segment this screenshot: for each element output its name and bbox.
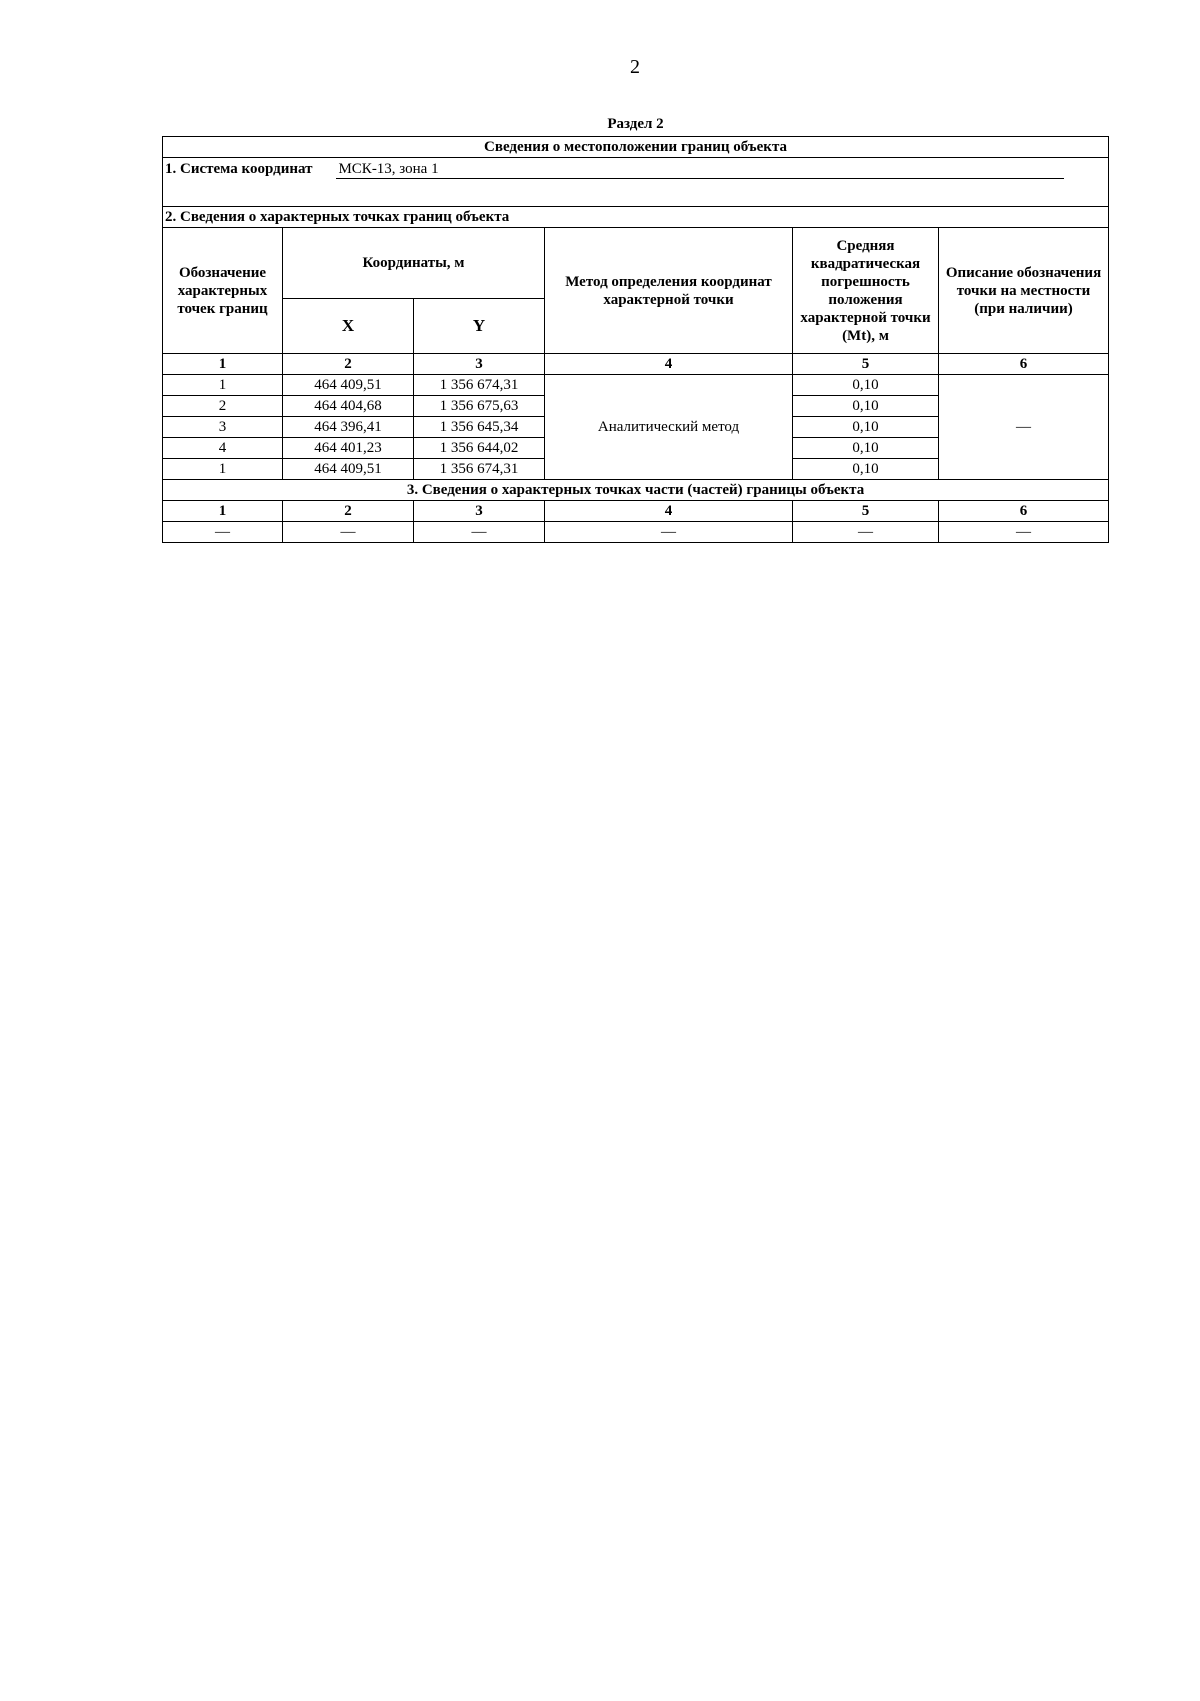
empty-cell: — [414,522,545,543]
coord-system-value: МСК-13, зона 1 [336,160,1064,179]
header-y: Y [414,299,545,354]
header-error: Средняя квадратическая погрешность положения характерной точки (Mt), м [793,228,939,354]
x-cell: 464 401,23 [283,438,414,459]
description-cell: — [939,375,1109,480]
empty-cell: — [939,522,1109,543]
header-point-designation: Обозначение характерных точек границ [163,228,283,354]
mt-cell: 0,10 [793,375,939,396]
x-cell: 464 404,68 [283,396,414,417]
section-title: Раздел 2 [607,116,664,132]
column-number: 6 [939,354,1109,375]
y-cell: 1 356 644,02 [414,438,545,459]
page-number: 2 [630,56,640,78]
empty-cell: — [545,522,793,543]
point-cell: 1 [163,459,283,480]
parts-section-title: 3. Сведения о характерных точках части (частей) границы объекта [163,480,1109,501]
x-cell: 464 409,51 [283,375,414,396]
mt-cell: 0,10 [793,459,939,480]
empty-cell: — [163,522,283,543]
header-coordinates: Координаты, м [283,228,545,299]
y-cell: 1 356 675,63 [414,396,545,417]
point-cell: 1 [163,375,283,396]
y-cell: 1 356 674,31 [414,375,545,396]
y-cell: 1 356 674,31 [414,459,545,480]
table-title: Сведения о местоположении границ объекта [163,137,1109,158]
column-number: 1 [163,501,283,522]
table-row [163,522,1109,543]
empty-cell: — [283,522,414,543]
coord-system-row [163,158,1109,207]
column-number: 3 [414,354,545,375]
column-number: 5 [793,354,939,375]
column-number: 2 [283,354,414,375]
table-row [163,375,1109,396]
header-description: Описание обозначения точки на местности (при наличии) [939,228,1109,354]
x-cell: 464 409,51 [283,459,414,480]
header-x: X [283,299,414,354]
coord-system-label: 1. Система координат [165,161,313,177]
method-cell: Аналитический метод [545,375,793,480]
points-section-title: 2. Сведения о характерных точках границ объекта [163,207,1109,228]
column-number: 1 [163,354,283,375]
empty-cell: — [793,522,939,543]
mt-cell: 0,10 [793,417,939,438]
column-number: 2 [283,501,414,522]
column-number: 5 [793,501,939,522]
column-number: 3 [414,501,545,522]
point-cell: 2 [163,396,283,417]
header-method: Метод определения координат характерной точки [545,228,793,354]
y-cell: 1 356 645,34 [414,417,545,438]
mt-cell: 0,10 [793,396,939,417]
column-number: 4 [545,354,793,375]
point-cell: 3 [163,417,283,438]
point-cell: 4 [163,438,283,459]
mt-cell: 0,10 [793,438,939,459]
column-number: 4 [545,501,793,522]
boundary-table [162,136,1109,543]
x-cell: 464 396,41 [283,417,414,438]
column-number: 6 [939,501,1109,522]
